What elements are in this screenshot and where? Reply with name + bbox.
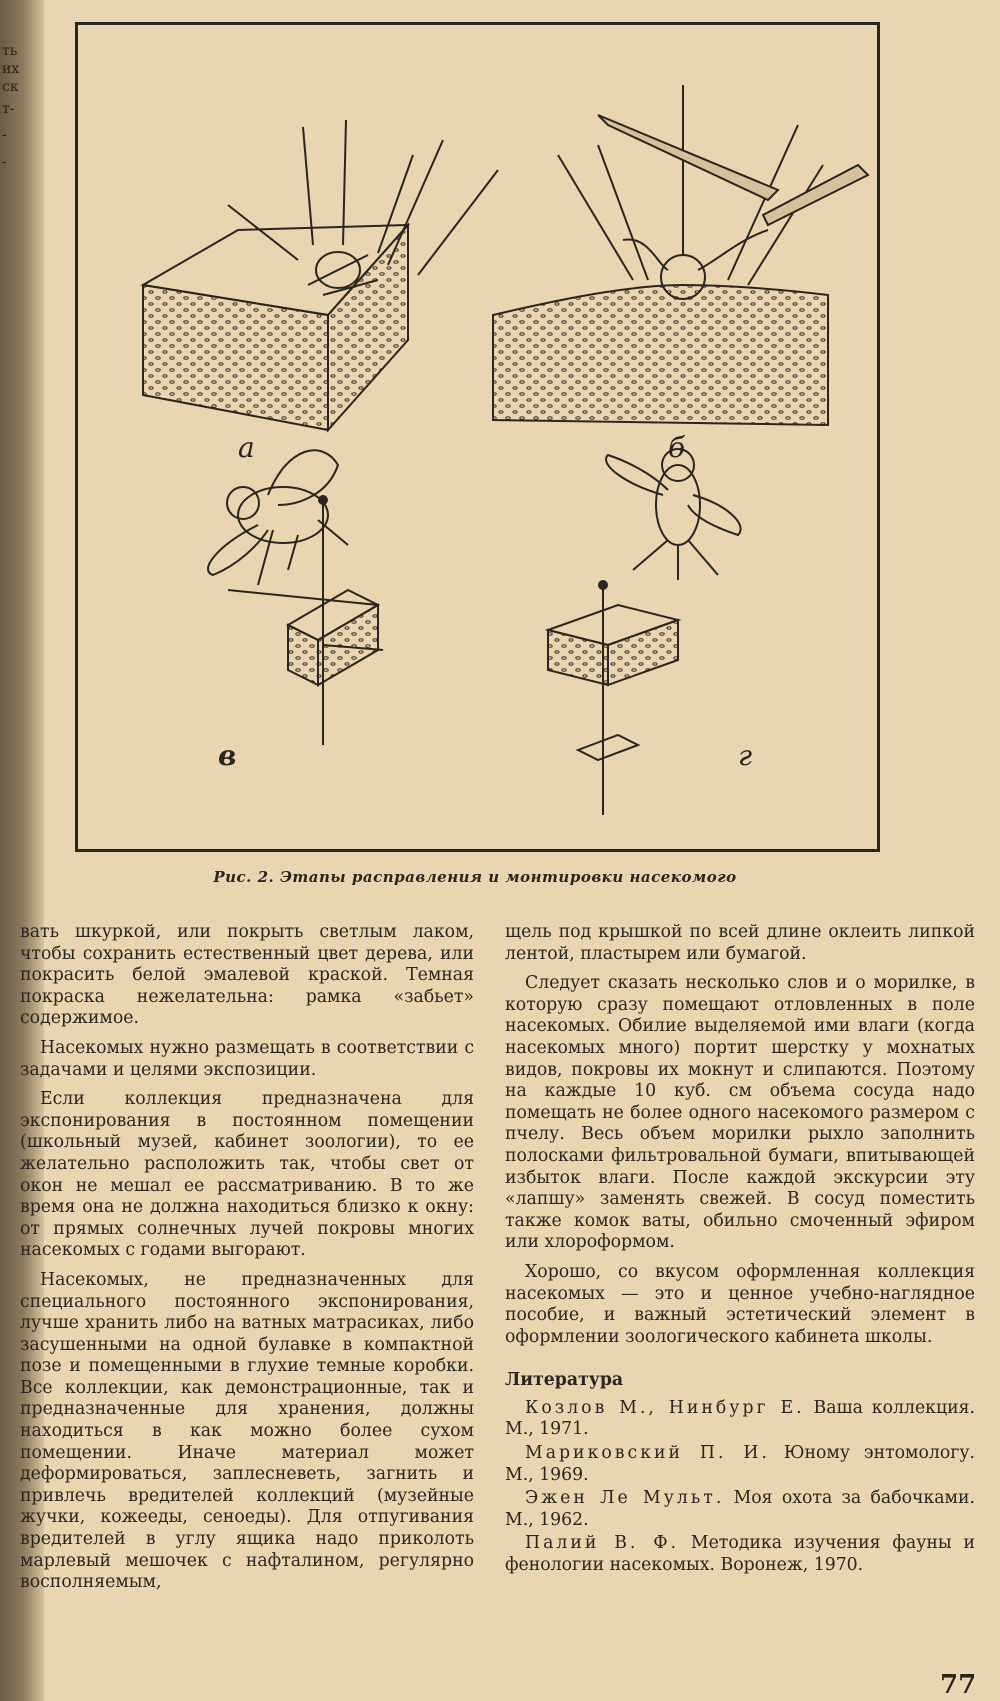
paragraph: Насекомых, не предназначенных для специального постоянного экспонирования, лучше хранить либо на ватных матрасиках, либо засушенными на одной булавке в компактной позе и помещенными в глухие темные коробки. Все коллекции, как демонстрационные, так и предназначенные для хранения, должны находиться в как можно более сухом помещении. Иначе материал может деформироваться, заплесневеть, загнить и привлечь вредителей коллекций (музейные жучки, кожееды, сеноеды). Для отпугивания вредителей в углу ящика надо приколоть марлевый мешочек с нафталином, регулярно восполняемым, — [20, 1269, 474, 1593]
literature-item — [505, 1488, 975, 1531]
left-column — [20, 922, 474, 1602]
literature-authors: Козлов М., Нинбург Е. — [525, 1397, 805, 1418]
panel-b — [493, 85, 868, 425]
margin-text: т- — [2, 101, 15, 117]
figure-label-g: г — [738, 739, 753, 772]
panel-v — [208, 450, 383, 745]
literature-reference: Юному энтомологу. М., 1969. — [505, 1443, 975, 1485]
margin-text: - — [2, 154, 7, 170]
panel-g — [548, 449, 741, 815]
literature-heading: Литература — [505, 1370, 624, 1391]
literature-item — [505, 1443, 975, 1486]
paragraph: Следует сказать несколько слов и о морилке, в которую сразу помещают отловленных в поле насекомых. Обилие выделяемой ими влаги (когда насекомых много) портит шерстку у мохнатых видов, покровы их мокнут и слипаются. Поэтому на каждые 10 куб. см объема сосуда надо помещать не более одного насекомого размером с пчелу. Весь объем морилки рыхло заполнить полосками фильтровальной бумаги, впитывающей избыток влаги. После каждой экскурсии эту «лапшу» заменять свежей. В сосуд поместить также комок ваты, обильно смоченный эфиром или хлороформом. — [505, 973, 975, 1253]
paragraph: Хорошо, со вкусом оформленная коллекция насекомых — это и ценное учебно-наглядное пособие, и важный эстетический элемент в оформлении зоологического кабинета школы. — [505, 1261, 975, 1347]
paragraph: Если коллекция предназначена для экспонирования в постоянном помещении (школьный музей, кабинет зоологии), то ее желательно расположить так, чтобы свет от окон не мешал ее рассматриванию. В то же время она не должна находиться близко к окну: от прямых солнечных лучей покровы многих насекомых с годами выгорают. — [20, 1089, 474, 1261]
literature-reference: Моя охота за бабочками. М., 1962. — [505, 1488, 975, 1530]
figure-illustration — [75, 22, 880, 852]
literature-authors: Эжен Ле Мульт. — [525, 1488, 725, 1509]
right-column — [505, 922, 975, 1579]
margin-text: ск — [2, 79, 19, 95]
literature-item — [505, 1398, 975, 1441]
literature-item — [505, 1533, 975, 1576]
margin-text: их — [2, 61, 20, 77]
figure-label-b: б — [668, 431, 686, 464]
page-number: 77 — [940, 1670, 977, 1700]
margin-text: - — [2, 127, 7, 143]
literature-reference: Ваша коллекция. М., 1971. — [505, 1397, 975, 1440]
insect-mounting-drawing — [78, 25, 877, 849]
panel-a — [143, 120, 498, 430]
figure-caption: Рис. 2. Этапы расправления и монтировки насекомого — [213, 868, 737, 886]
literature-authors: Палий В. Ф. — [525, 1533, 680, 1554]
paragraph: вать шкуркой, или покрыть светлым лаком, чтобы сохранить естественный цвет дерева, или покрасить белой эмалевой краской. Темная покраска нежелательна: рамка «забьет» содержимое. — [20, 922, 474, 1029]
paragraph: Насекомых нужно размещать в соответствии с задачами и целями экспозиции. — [20, 1037, 474, 1080]
paragraph: щель под крышкой по всей длине оклеить липкой лентой, пластырем или бумагой. — [505, 922, 975, 964]
figure-label-a: а — [238, 431, 255, 464]
figure-label-v: в — [218, 739, 237, 772]
literature-reference: Методика изучения фауны и фенологии насекомых. Воронеж, 1970. — [505, 1533, 975, 1576]
literature-authors: Мариковский П. И. — [525, 1443, 770, 1464]
margin-text: ть — [2, 43, 18, 59]
